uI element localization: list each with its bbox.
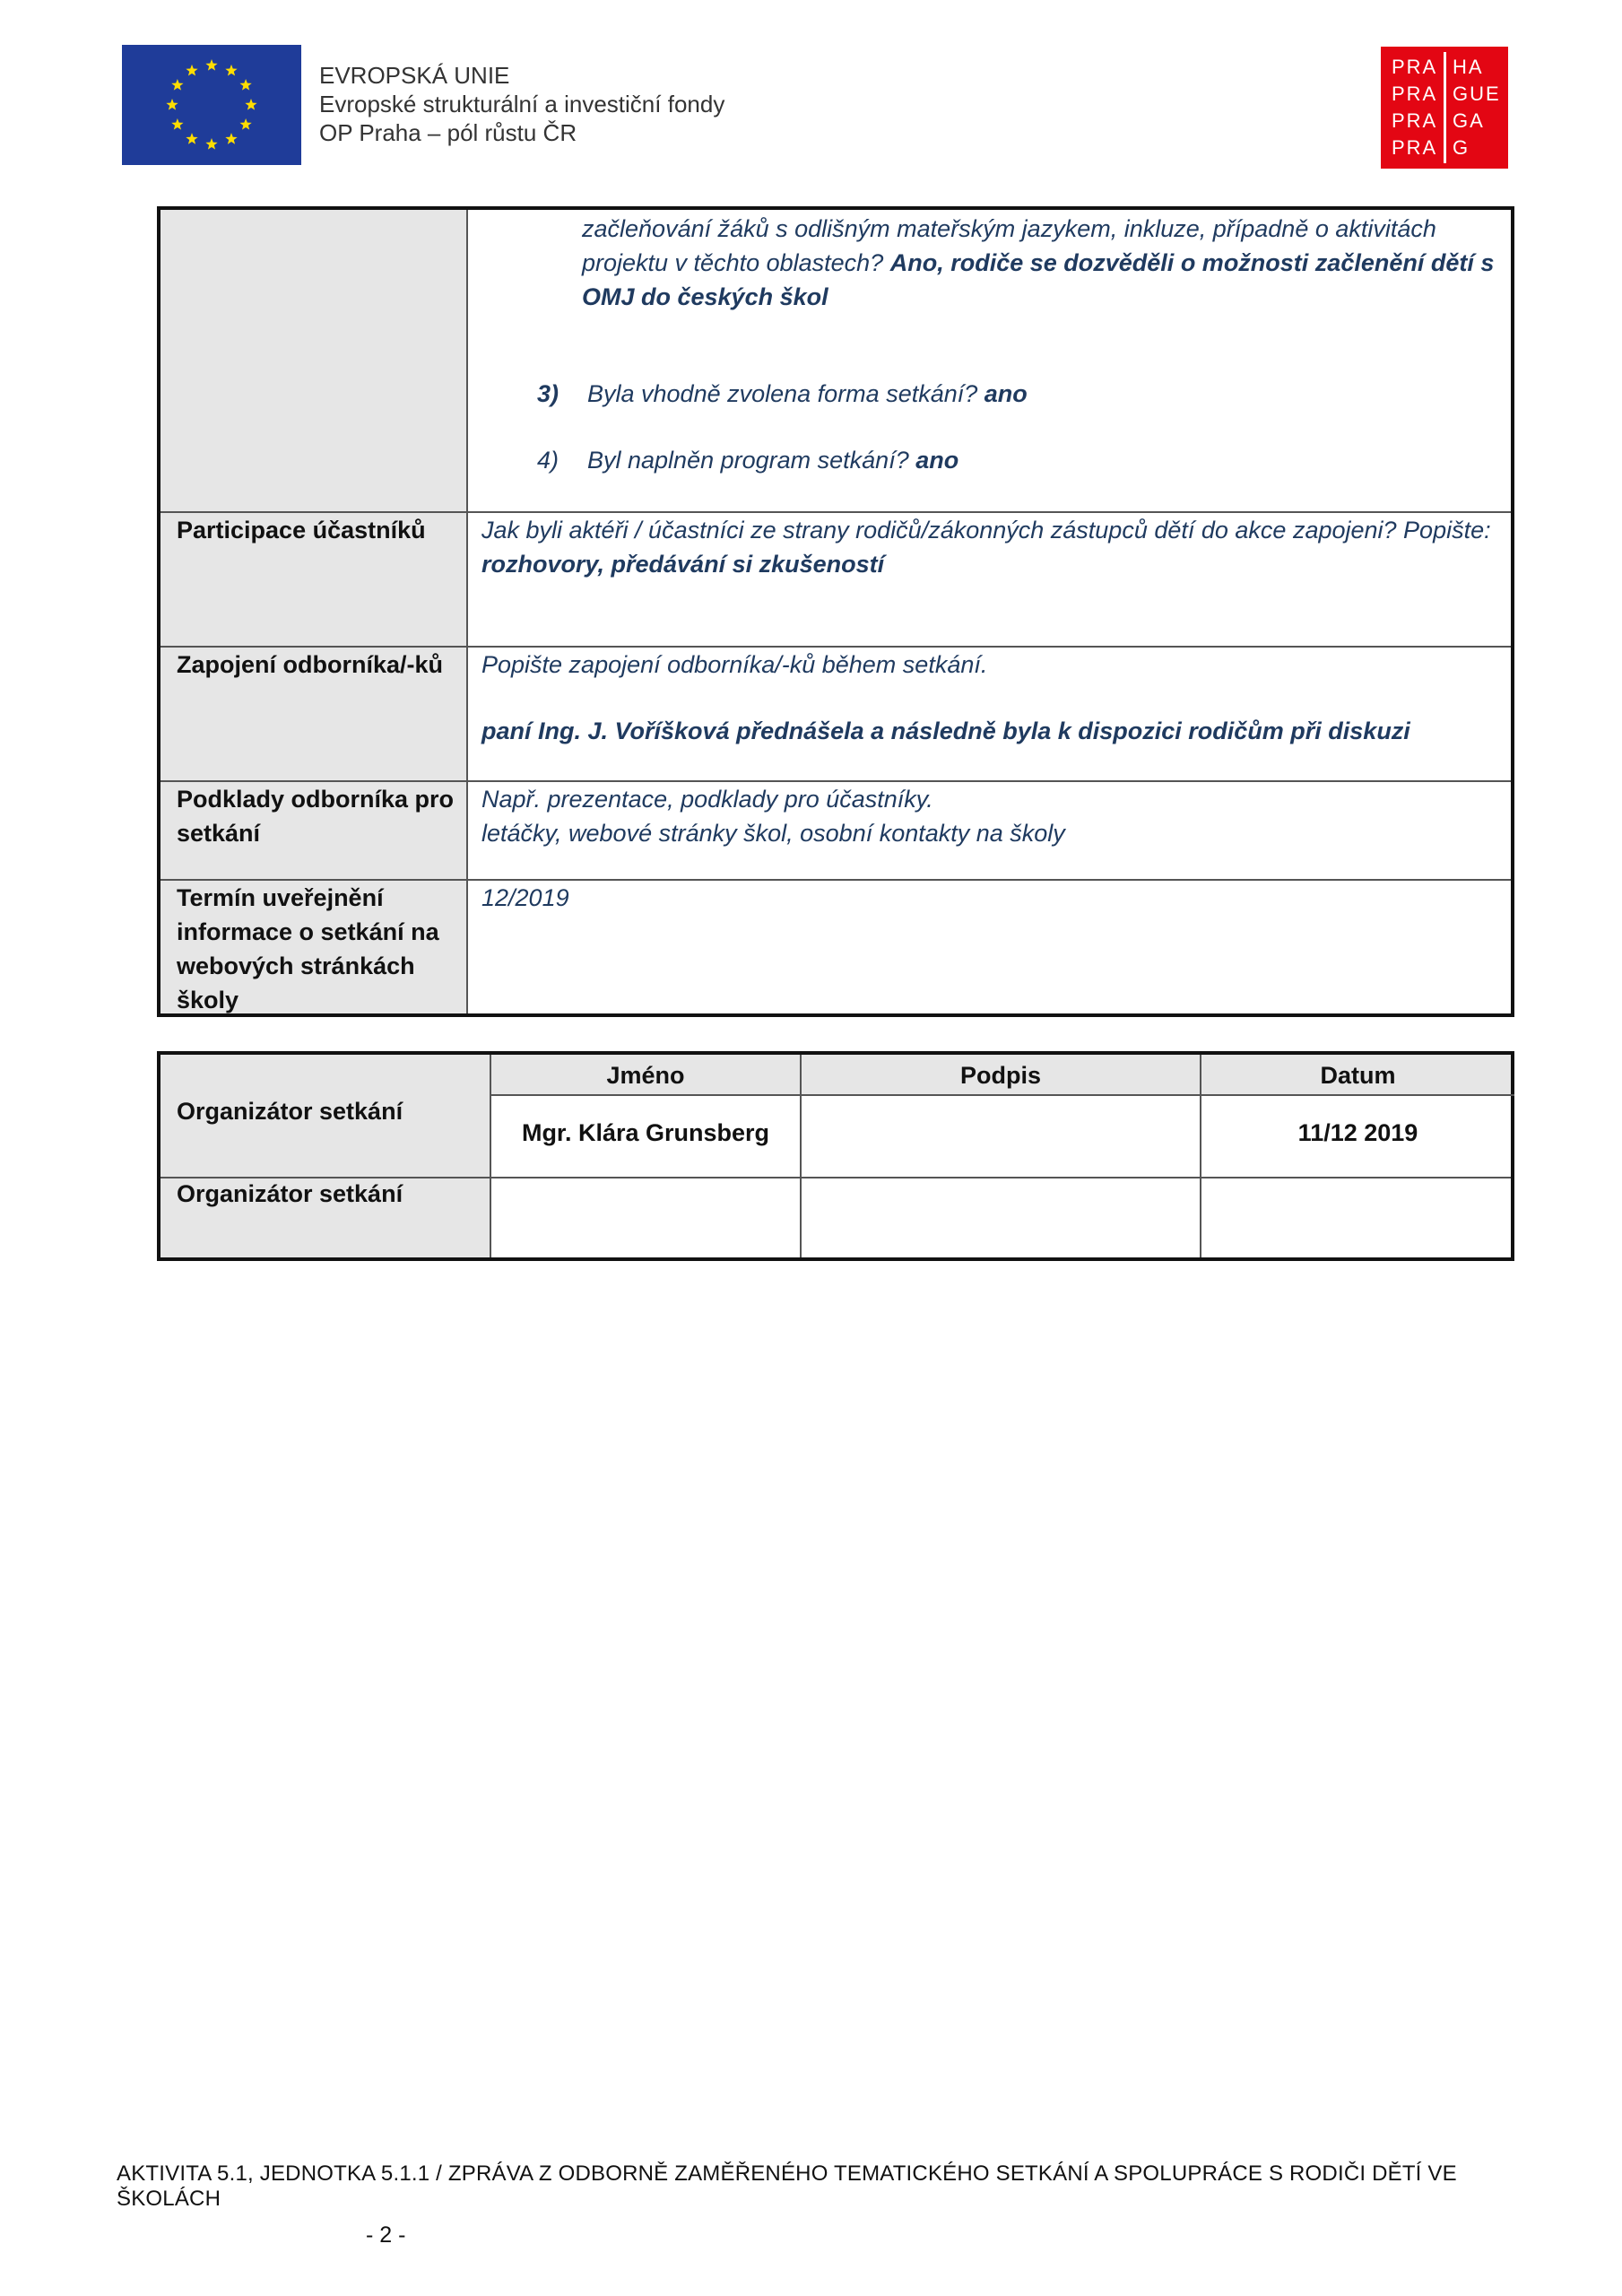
- row-label-participation: Participace účastníků: [177, 517, 426, 544]
- row-label-publication-date: Termín uveřejnění informace o setkání na webových stránkách školy: [177, 884, 439, 1013]
- eu-star-icon: [186, 65, 197, 76]
- list-item-3: [537, 377, 1488, 411]
- eu-star-icon: [239, 79, 251, 91]
- eu-program-text: [319, 61, 724, 147]
- list-item-question: Byla vhodně zvolena forma setkání?: [587, 380, 978, 407]
- eu-star-icon: [186, 133, 197, 144]
- eu-star-icon: [205, 59, 217, 71]
- column-header-date: Datum: [1320, 1062, 1396, 1089]
- praha-logo-text: GUE: [1453, 83, 1501, 105]
- praha-logo-text: GA: [1453, 109, 1485, 132]
- organizer-label: Organizátor setkání: [177, 1098, 403, 1125]
- praha-logo-text: HA: [1453, 56, 1484, 78]
- eu-star-icon: [245, 99, 256, 110]
- row-question: Jak byli aktéři / účastníci ze strany rodičů/zákonných zástupců dětí do akce zapojeni? Popište:: [481, 517, 1491, 544]
- list-item-answer: ano: [984, 380, 1028, 407]
- eu-star-icon: [171, 118, 183, 130]
- eu-title: EVROPSKÁ UNIE: [319, 62, 510, 89]
- organizer-table: [157, 1051, 1514, 1261]
- list-item-number: 3): [537, 380, 559, 407]
- row-answer: paní Ing. J. Voříšková přednášela a následně byla k dispozici rodičům při diskuzi: [481, 718, 1410, 744]
- list-item-answer: ano: [915, 447, 959, 474]
- list-item-number: 4): [537, 447, 559, 474]
- eu-op-line: OP Praha – pól růstu ČR: [319, 119, 577, 146]
- row-question: Např. prezentace, podklady pro účastníky.: [481, 786, 933, 813]
- row-label-expert-materials: Podklady odborníka pro setkání: [177, 786, 455, 847]
- column-header-name: Jméno: [606, 1062, 685, 1089]
- row-answer: rozhovory, předávání si zkušeností: [481, 551, 885, 578]
- praha-logo-text: PRA: [1392, 136, 1438, 159]
- row-label-expert-involvement: Zapojení odborníka/-ků: [177, 651, 444, 678]
- praha-logo-text: PRA: [1392, 83, 1438, 105]
- eu-star-icon: [166, 99, 178, 110]
- organizer-label-column: [160, 1055, 491, 1257]
- organizer-date: 11/12 2019: [1297, 1119, 1418, 1146]
- eu-star-icon: [225, 133, 237, 144]
- organizer-label: Organizátor setkání: [177, 1180, 403, 1207]
- praha-logo-divider: [1444, 52, 1446, 163]
- eu-star-icon: [205, 138, 217, 150]
- continuation-question: začleňování žáků s odlišným mateřským jazykem, inkluze, případně o aktivitách projektu v těchto oblastech?: [582, 215, 1436, 276]
- praha-logo-text: PRA: [1392, 109, 1438, 132]
- eu-star-icon: [171, 79, 183, 91]
- eu-flag-logo: [122, 45, 301, 165]
- eu-star-icon: [239, 118, 251, 130]
- praha-logo: [1381, 47, 1508, 169]
- row-question: Popište zapojení odborníka/-ků během setkání.: [481, 651, 988, 678]
- continuation-paragraph: [582, 212, 1496, 314]
- footer-text: AKTIVITA 5.1, JEDNOTKA 5.1.1 / ZPRÁVA Z ODBORNĚ ZAMĚŘENÉHO TEMATICKÉHO SETKÁNÍ A SPOLUPRÁCE S RODIČI DĚTÍ VE ŠKOLÁCH: [117, 2161, 1457, 2211]
- list-item-question: Byl naplněn program setkání?: [587, 447, 909, 474]
- column-header-signature: Podpis: [959, 1062, 1041, 1089]
- praha-logo-text: G: [1453, 136, 1470, 159]
- row-content-participation: [481, 513, 1495, 581]
- page-number: - 2 -: [366, 2222, 406, 2248]
- organizer-name: Mgr. Klára Grunsberg: [521, 1119, 770, 1146]
- praha-logo-text: PRA: [1392, 56, 1438, 78]
- eu-star-icon: [225, 65, 237, 76]
- eu-funds-line: Evropské strukturální a investiční fondy: [319, 91, 725, 117]
- list-item-4: [537, 443, 1488, 477]
- report-table: [157, 206, 1514, 1017]
- row-answer: letáčky, webové stránky škol, osobní kontakty na školy: [481, 820, 1065, 847]
- row-value: 12/2019: [481, 884, 569, 911]
- eu-flag-icon: [122, 45, 301, 165]
- continuation-answer: Ano, rodiče se dozvěděli o možnosti začlenění dětí s OMJ do českých škol: [582, 249, 1495, 310]
